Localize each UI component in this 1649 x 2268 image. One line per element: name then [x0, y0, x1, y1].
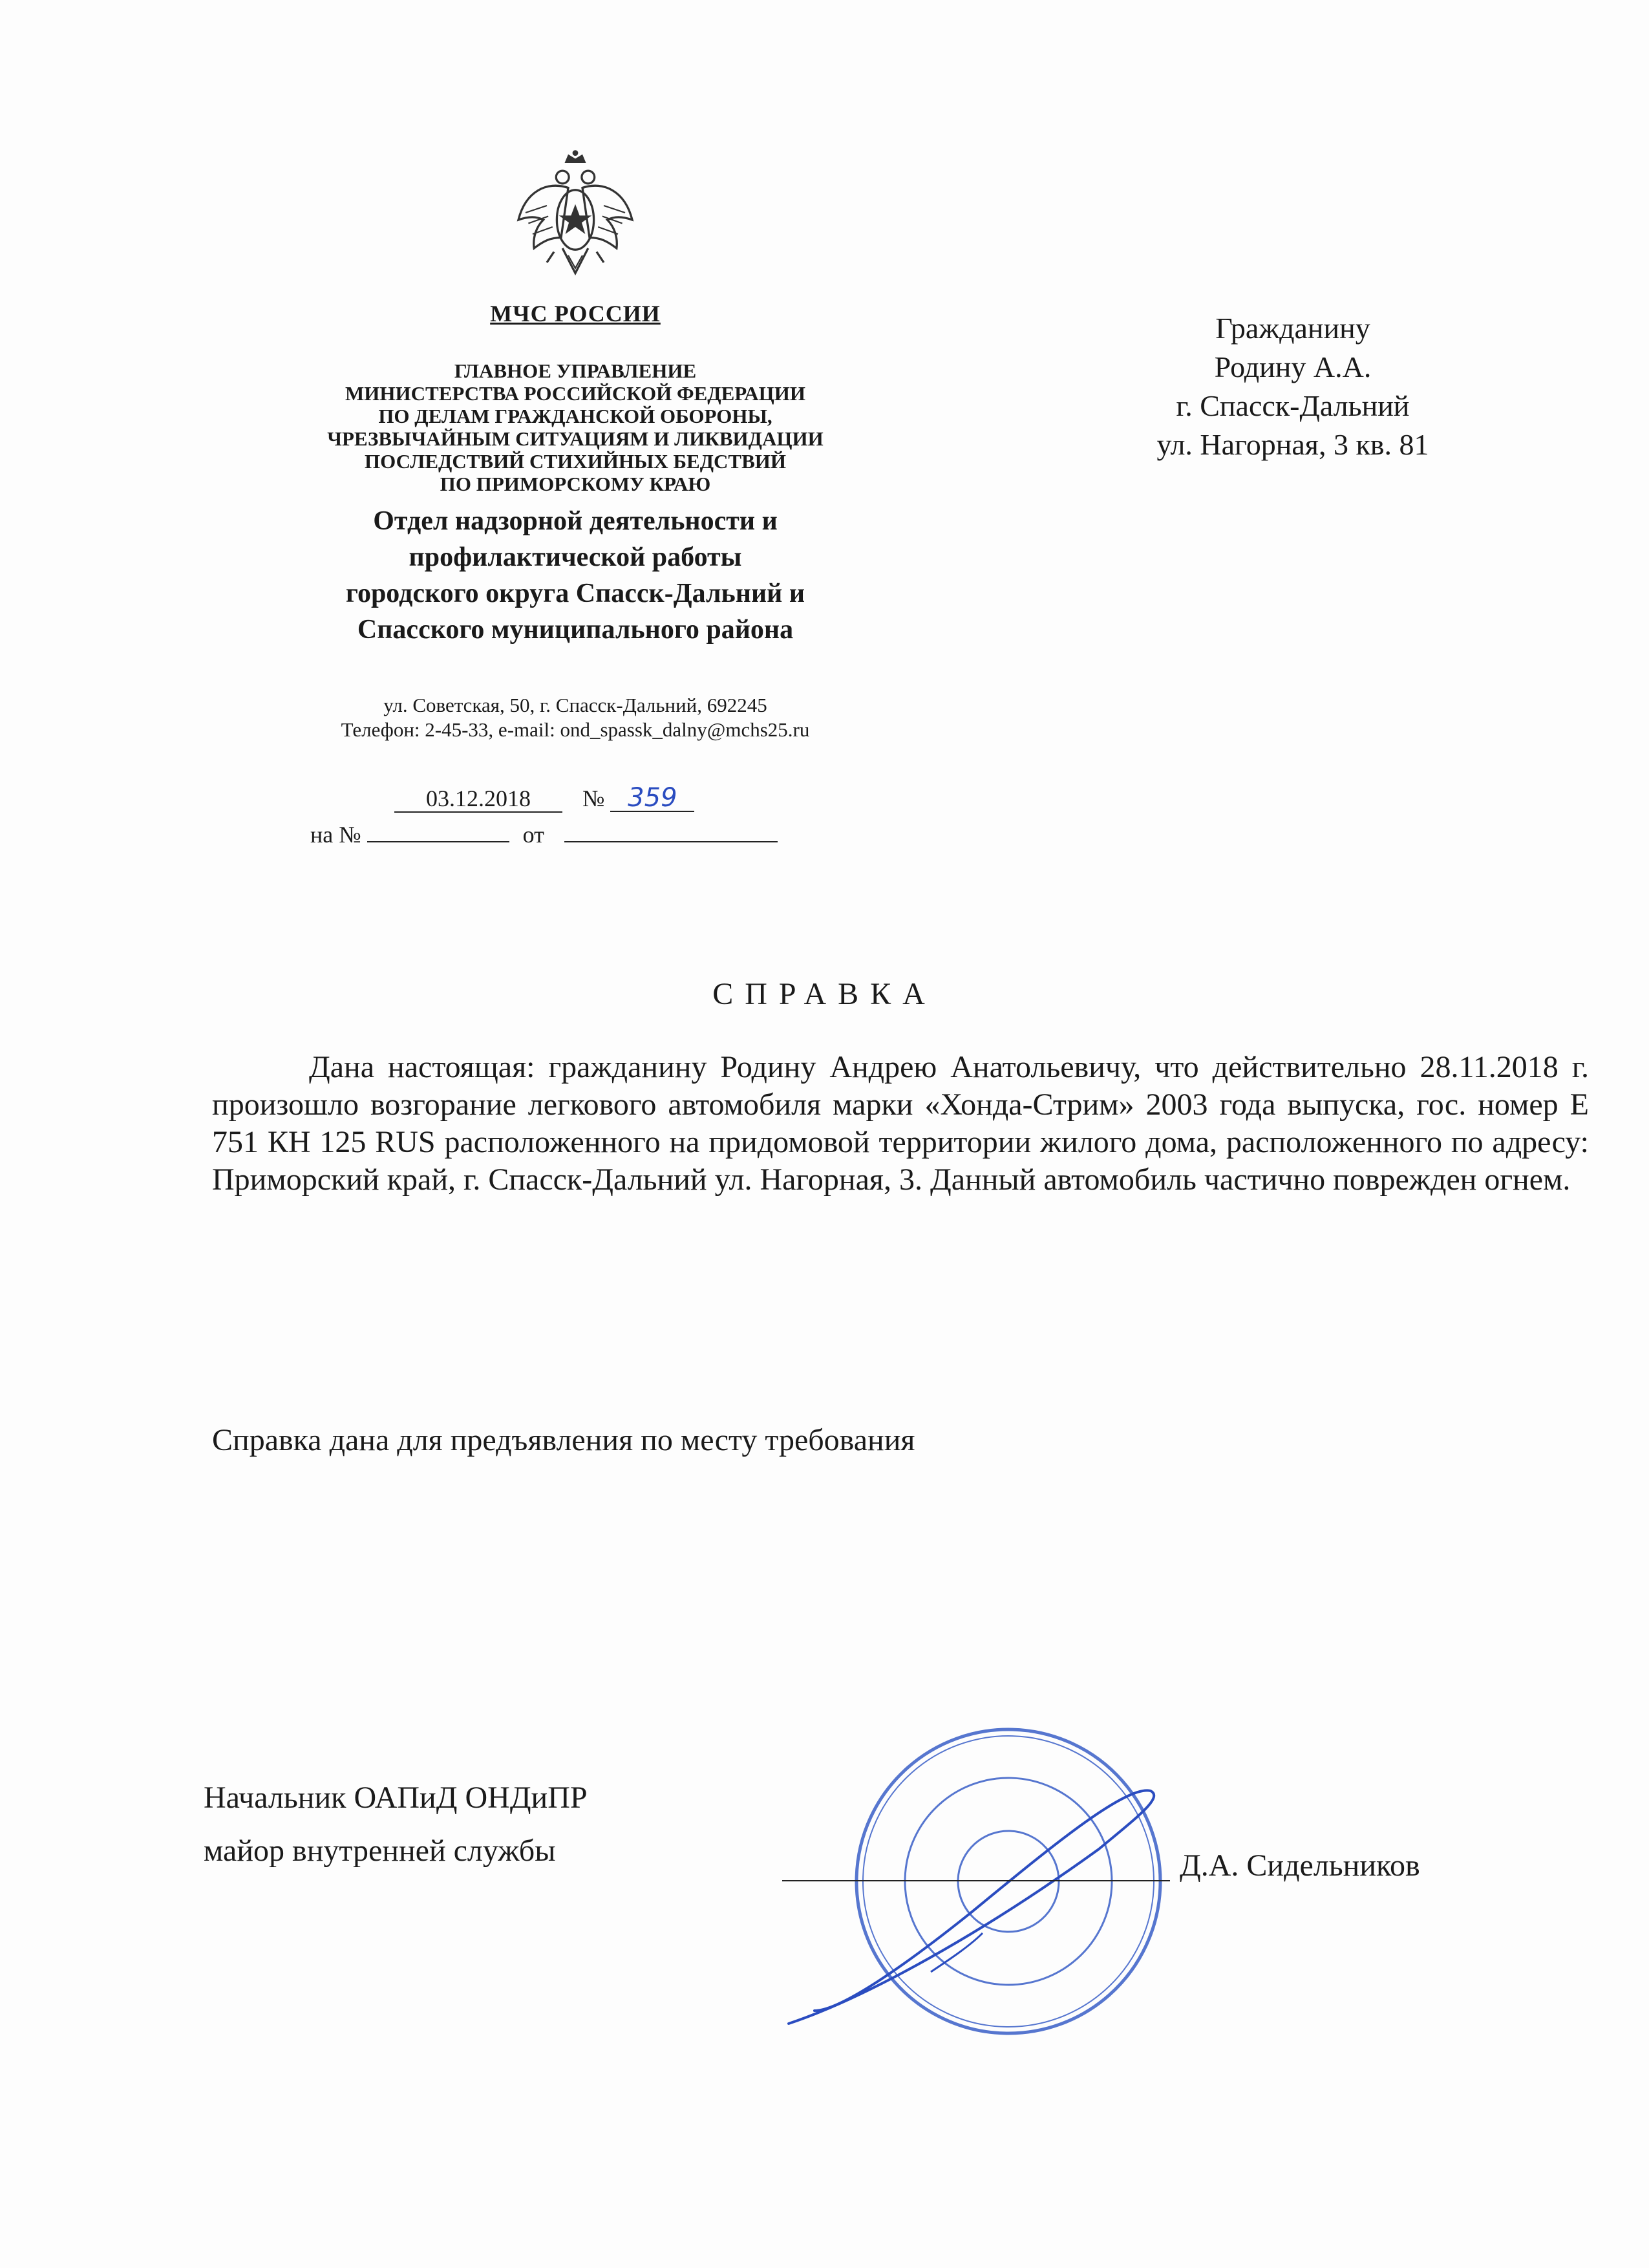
reply-date-blank [564, 841, 778, 842]
document-purpose: Справка дана для предъявления по месту требования [212, 1423, 915, 1457]
street-address: ул. Советская, 50, г. Спасск-Дальний, 692245 [383, 694, 767, 716]
outgoing-date: 03.12.2018 [394, 786, 562, 813]
contact-info: Телефон: 2-45-33, e-mail: ond_spassk_dalny@mchs25.ru [341, 718, 810, 741]
stamp-seal-icon [737, 1700, 1189, 2062]
recipient-block [1099, 309, 1487, 464]
signature-line [782, 1880, 1170, 1881]
mchs-emblem-icon [504, 149, 646, 291]
signatory-name: Д.А. Сидельников [1180, 1848, 1420, 1883]
number-label: № [582, 786, 605, 811]
handwritten-signature [789, 1790, 1154, 2024]
reply-reference-row [310, 818, 778, 851]
signatory-position [204, 1771, 588, 1878]
recipient-line: г. Спасск-Дальний [1176, 389, 1410, 422]
department-line: Отдел надзорной деятельности и [373, 506, 778, 536]
document-title: СПРАВКА [712, 977, 937, 1011]
document-reference [310, 782, 778, 851]
ministry-line: ЧРЕЗВЫЧАЙНЫМ СИТУАЦИЯМ И ЛИКВИДАЦИИ [327, 427, 824, 450]
ministry-line: ГЛАВНОЕ УПРАВЛЕНИЕ [454, 359, 697, 382]
agency-short-name: МЧС РОССИИ [490, 301, 661, 326]
signatory-rank-line: майор внутренней службы [204, 1834, 556, 1868]
recipient-line: Гражданину [1215, 312, 1370, 345]
document-body: Дана настоящая: гражданину Родину Андрею Анатольевичу, что действительно 28.11.2018 г. произошло возгорание легкового автомобиля марки «Хонда-Стрим» 2003 года выпуска, гос. номер Е 751 КН 125 RUS расположенного на придомовой территории жилого дома, расположенного по адресу: Приморский край, г. Спасск-Дальний ул. Нагорная, 3. Данный автомобиль частично поврежден огнем. [212, 1050, 1589, 1197]
signatory-position-line: Начальник ОАПиД ОНДиПР [204, 1781, 588, 1815]
official-stamp [737, 1700, 1189, 2062]
department-line: Спасского муниципального района [357, 615, 794, 645]
department-name [252, 503, 899, 648]
outgoing-reference-row [310, 782, 778, 815]
reply-number-label: на № [310, 822, 361, 848]
organization-address [252, 693, 899, 742]
recipient-line: Родину А.А. [1214, 350, 1372, 383]
department-line: профилактической работы [409, 542, 742, 572]
organization-header [252, 149, 899, 742]
ministry-line: ПОСЛЕДСТВИЙ СТИХИЙНЫХ БЕДСТВИЙ [365, 450, 786, 473]
ministry-line: МИНИСТЕРСТВА РОССИЙСКОЙ ФЕДЕРАЦИИ [345, 382, 805, 405]
ministry-line: ПО ПРИМОРСКОМУ КРАЮ [440, 473, 711, 495]
outgoing-number: 359 [610, 785, 694, 812]
reply-number-blank [367, 841, 509, 842]
recipient-line: ул. Нагорная, 3 кв. 81 [1156, 428, 1429, 461]
reply-from-label: от [522, 822, 544, 848]
ministry-name [252, 359, 899, 495]
ministry-line: ПО ДЕЛАМ ГРАЖДАНСКОЙ ОБОРОНЫ, [378, 405, 772, 427]
department-line: городского округа Спасск-Дальний и [345, 579, 805, 608]
